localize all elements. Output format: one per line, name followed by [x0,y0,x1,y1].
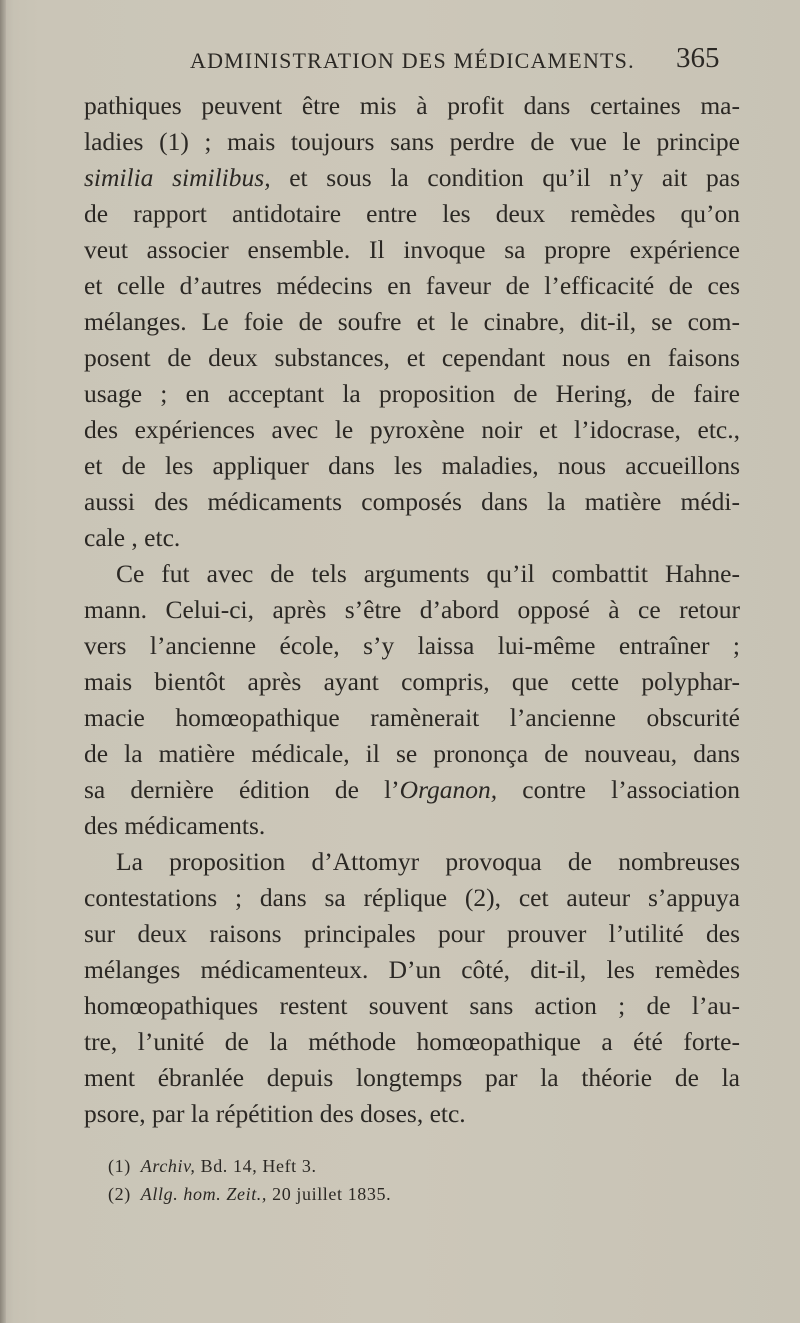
paragraph-start: La proposition d’Attomyr provoqua de nombreuses [116,847,740,876]
text-line: contestations ; dans sa réplique (2), cet auteur s’appuya [84,883,740,912]
text-line: tre, l’unité de la méthode homœopathique a été forte- [84,1027,740,1056]
text-line: aussi des médicaments composés dans la matière médi- [84,487,740,516]
text-line: mann. Celui-ci, après s’être d’abord opposé à ce retour [84,595,740,624]
text-line: de la matière médicale, il se prononça de nouveau, dans [84,739,740,768]
footnote-source: Allg. hom. Zeit., [140,1184,267,1204]
text-line: usage ; en acceptant la proposition de Hering, de faire [84,379,740,408]
text-line [84,160,740,196]
running-head-title: ADMINISTRATION DES MÉDICAMENTS. [190,48,635,73]
text-line [84,772,740,808]
text-line: et celle d’autres médecins en faveur de l’efficacité de ces [84,271,740,300]
text-span: sa dernière édition de l’ [84,775,400,804]
latin-phrase: similia similibus, [84,163,271,192]
page-gutter [0,0,6,1323]
text-line: pathiques peuvent être mis à profit dans certaines ma- [84,91,740,120]
footnote [108,1152,317,1180]
text-line: psore, par la répétition des doses, etc. [84,1099,466,1128]
text-line: ment ébranlée depuis longtemps par la théorie de la [84,1063,740,1092]
text-line: veut associer ensemble. Il invoque sa propre expérience [84,235,740,264]
text-line: ladies (1) ; mais toujours sans perdre de vue le principe [84,127,740,156]
footnote-reference: 20 juillet 1835. [272,1184,392,1204]
footnote [108,1180,391,1208]
text-line: mélanges. Le foie de soufre et le cinabre, dit-il, se com- [84,307,740,336]
text-line: homœopathiques restent souvent sans action ; de l’au- [84,991,740,1020]
text-span: contre l’association [497,775,740,804]
text-line: et de les appliquer dans les maladies, nous accueillons [84,451,740,480]
text-line: vers l’ancienne école, s’y laissa lui-même entraîner ; [84,631,740,660]
text-line: cale , etc. [84,523,181,552]
text-line: des expériences avec le pyroxène noir et l’idocrase, etc., [84,415,740,444]
text-line: macie homœopathique ramènerait l’ancienne obscurité [84,703,740,732]
text-span: et sous la condition qu’il n’y ait pas [270,163,741,192]
footnote-number: (1) [108,1156,131,1176]
text-line: de rapport antidotaire entre les deux remèdes qu’on [84,199,740,228]
text-line: mais bientôt après ayant compris, que cette polyphar- [84,667,740,696]
book-title: Organon, [399,775,498,804]
footnote-source: Archiv, [140,1156,196,1176]
footnote-number: (2) [108,1184,131,1204]
running-head [0,44,800,80]
text-line: des médicaments. [84,811,266,840]
text-line: posent de deux substances, et cependant nous en faisons [84,343,740,372]
text-line: mélanges médicamenteux. D’un côté, dit-il, les remèdes [84,955,740,984]
page-number: 365 [676,42,720,74]
paragraph-start: Ce fut avec de tels arguments qu’il combattit Hahne- [116,559,740,588]
footnote-reference: Bd. 14, Heft 3. [200,1156,317,1176]
text-line: sur deux raisons principales pour prouver l’utilité des [84,919,740,948]
